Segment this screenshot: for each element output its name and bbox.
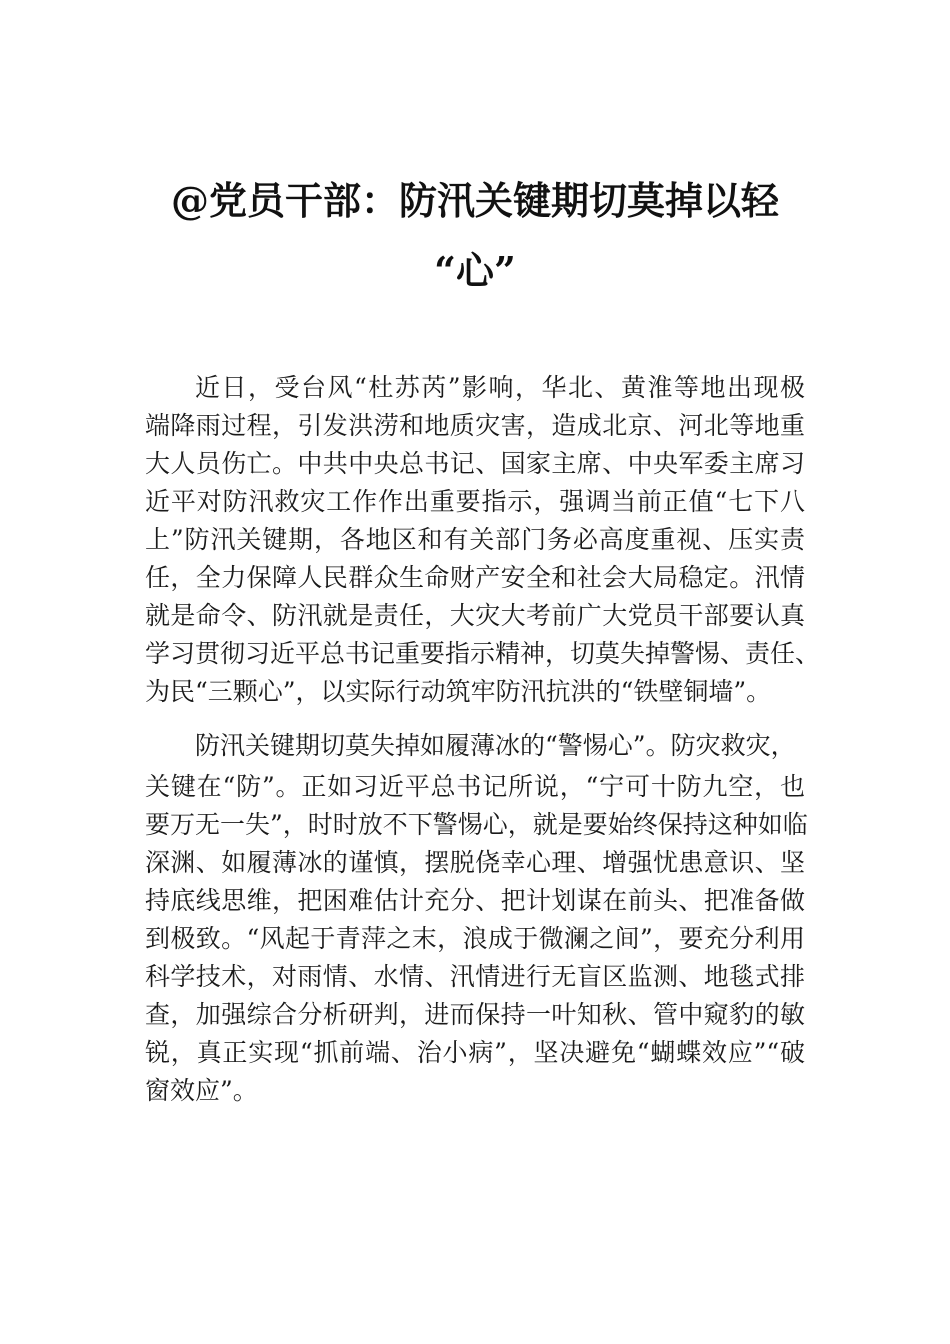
paragraph-line: 上”防汛关键期，各地区和有关部门务必高度重视、压实责 (145, 525, 805, 554)
paragraph-line: 防汛关键期切莫失掉如履薄冰的“警惕心”。防灾救灾， (195, 731, 796, 760)
paragraph-line: 关键在“防”。正如习近平总书记所说，“宁可十防九空，也 (145, 772, 805, 801)
document-title-line-2: “心” (434, 248, 516, 293)
paragraph-line: 科学技术，对雨情、水情、汛情进行无盲区监测、地毯式排 (145, 962, 805, 991)
document-title-line-1: @党员干部：防汛关键期切莫掉以轻 (170, 178, 779, 223)
paragraph-1 (145, 369, 821, 711)
paragraph-line: 就是命令、防汛就是责任，大灾大考前广大党员干部要认真 (145, 601, 805, 630)
paragraph-line: 要万无一失”，时时放不下警惕心，就是要始终保持这种如临 (145, 810, 808, 839)
paragraph-line: 到极致。“风起于青萍之末，浪成于微澜之间”，要充分利用 (145, 924, 805, 953)
paragraph-line: 任，全力保障人民群众生命财产安全和社会大局稳定。汛情 (145, 563, 805, 592)
paragraph-line: 窗效应”。 (145, 1076, 258, 1105)
paragraph-line: 锐，真正实现“抓前端、治小病”，坚决避免“蝴蝶效应”“破 (145, 1038, 805, 1067)
paragraph-2 (145, 768, 808, 1110)
paragraph-line: 持底线思维，把困难估计充分、把计划谋在前头、把准备做 (145, 886, 805, 915)
paragraph-2-heading (145, 726, 805, 766)
paragraph-line: 查，加强综合分析研判，进而保持一叶知秋、管中窥豹的敏 (145, 1000, 805, 1029)
paragraph-line: 为民“三颗心”，以实际行动筑牢防汛抗洪的“铁壁铜墙”。 (145, 677, 772, 706)
paragraph-line: 深渊、如履薄冰的谨慎，摆脱侥幸心理、增强忧患意识、坚 (145, 848, 805, 877)
paragraph-line: 近平对防汛救灾工作作出重要指示，强调当前正值“七下八 (145, 487, 805, 516)
paragraph-line: 学习贯彻习近平总书记重要指示精神，切莫失掉警惕、责任、 (145, 639, 821, 668)
paragraph-line: 大人员伤亡。中共中央总书记、国家主席、中央军委主席习 (145, 449, 805, 478)
paragraph-line: 近日，受台风“杜苏芮”影响，华北、黄淮等地出现极 (195, 373, 805, 402)
paragraph-line: 端降雨过程，引发洪涝和地质灾害，造成北京、河北等地重 (145, 411, 805, 440)
